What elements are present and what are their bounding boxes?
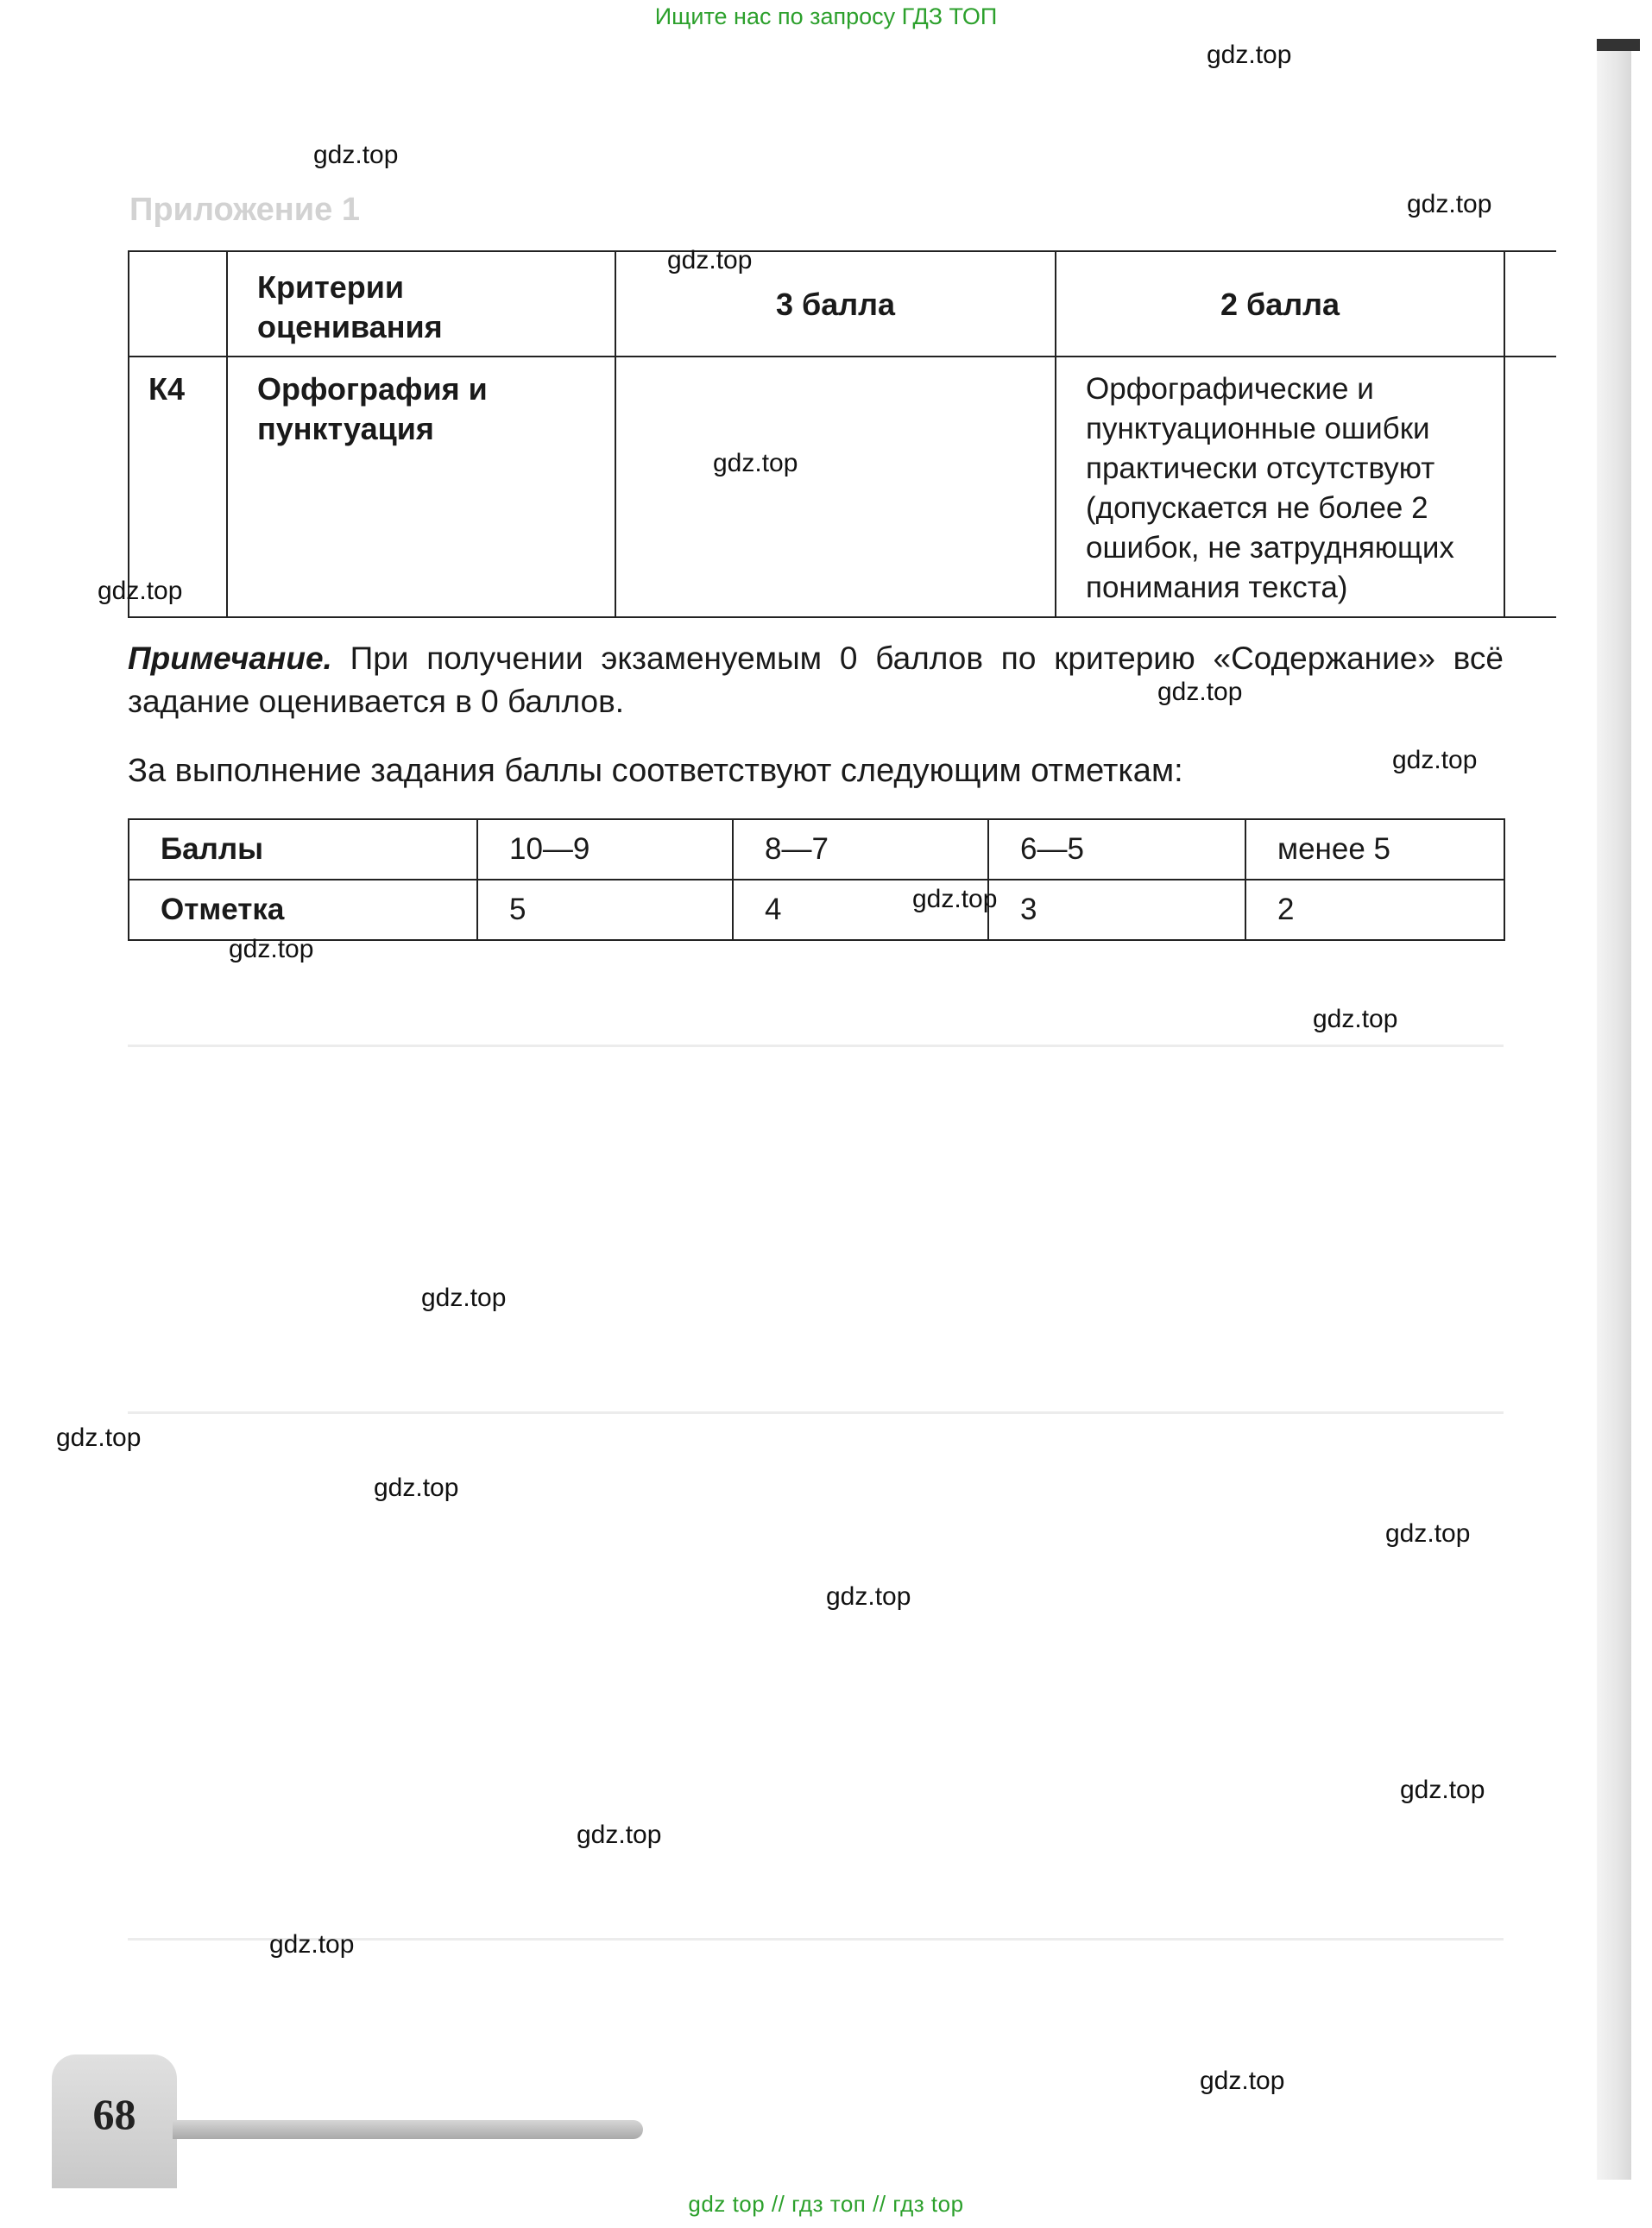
grades-label-marks: Отметка (129, 880, 477, 940)
grades-score-cell: 6—5 (988, 819, 1245, 880)
row-next-cell (1504, 357, 1556, 617)
row-score2: Орфографические и пунктуационные ошибки практически отсутствуют (допускается не более 2 ошибок, не затрудняющих понимания текста) (1086, 372, 1454, 604)
grades-score-cell: 10—9 (477, 819, 733, 880)
header-score3: 3 балла (775, 287, 896, 322)
row-score2-cell (1056, 357, 1504, 617)
grades-score-cell: 8—7 (733, 819, 988, 880)
watermark: gdz.top (667, 246, 753, 275)
criteria-table (128, 250, 1556, 618)
watermark: gdz.top (313, 141, 399, 169)
grades-mark-cell: 5 (477, 880, 733, 940)
criteria-header-row (129, 251, 1556, 357)
watermark: gdz.top (826, 1582, 911, 1611)
header-score2: 2 балла (1220, 287, 1340, 322)
watermark: gdz.top (1385, 1519, 1471, 1548)
header-criteria: Критерии оценивания (257, 269, 443, 344)
header-code-cell (129, 251, 227, 357)
ghost-heading: Приложение 1 (129, 192, 360, 228)
grades-label-scores: Баллы (129, 819, 477, 880)
row-name-cell (227, 357, 615, 617)
watermark: gdz.top (374, 1474, 459, 1502)
page-rule (173, 2120, 643, 2139)
grades-row-scores (129, 819, 1504, 880)
header-next-cell (1504, 251, 1556, 357)
grades-score-cell: менее 5 (1245, 819, 1504, 880)
page-edge (1597, 39, 1631, 2180)
watermark: gdz.top (1313, 1005, 1398, 1033)
watermark: gdz.top (269, 1930, 355, 1959)
header-score2-cell (1056, 251, 1504, 357)
note-lead: Примечание. (128, 641, 332, 676)
watermark: gdz.top (1200, 2067, 1285, 2095)
page-number: 68 (92, 2090, 136, 2138)
header-criteria-cell (227, 251, 615, 357)
grades-mark-cell: 4 (733, 880, 988, 940)
watermark: gdz.top (421, 1284, 507, 1312)
top-banner: Ищите нас по запросу ГДЗ ТОП (654, 3, 998, 29)
ghost-line (128, 1045, 1504, 1047)
criteria-row (129, 357, 1556, 617)
grades-sentence: За выполнение задания баллы соответствуют следующим отметкам: (128, 753, 1183, 789)
ghost-line (128, 1411, 1504, 1414)
watermark: gdz.top (1207, 41, 1292, 69)
grades-row-marks (129, 880, 1504, 940)
watermark: gdz.top (229, 935, 314, 963)
watermark: gdz.top (1392, 746, 1478, 774)
grades-table (128, 818, 1505, 941)
grades-mark-cell: 2 (1245, 880, 1504, 940)
note-text: При получении экзаменуемым 0 баллов по критерию «Содержание» всё задание оценивается в 0 баллов. (128, 641, 1504, 719)
watermark: gdz.top (1407, 190, 1492, 218)
note-paragraph (128, 637, 1504, 723)
watermark: gdz.top (713, 449, 798, 477)
row-code: К4 (148, 371, 185, 407)
page-edge-top (1597, 39, 1640, 51)
watermark: gdz.top (1157, 678, 1243, 706)
watermark: gdz.top (98, 577, 183, 605)
watermark: gdz.top (577, 1821, 662, 1849)
grades-mark-cell: 3 (988, 880, 1245, 940)
watermark: gdz.top (56, 1423, 142, 1452)
row-score3-cell (615, 357, 1056, 617)
bottom-banner: gdz top // гдз топ // гдз top (688, 2191, 964, 2217)
watermark: gdz.top (1400, 1776, 1485, 1804)
row-name: Орфография и пунктуация (257, 371, 488, 446)
watermark: gdz.top (912, 885, 998, 913)
